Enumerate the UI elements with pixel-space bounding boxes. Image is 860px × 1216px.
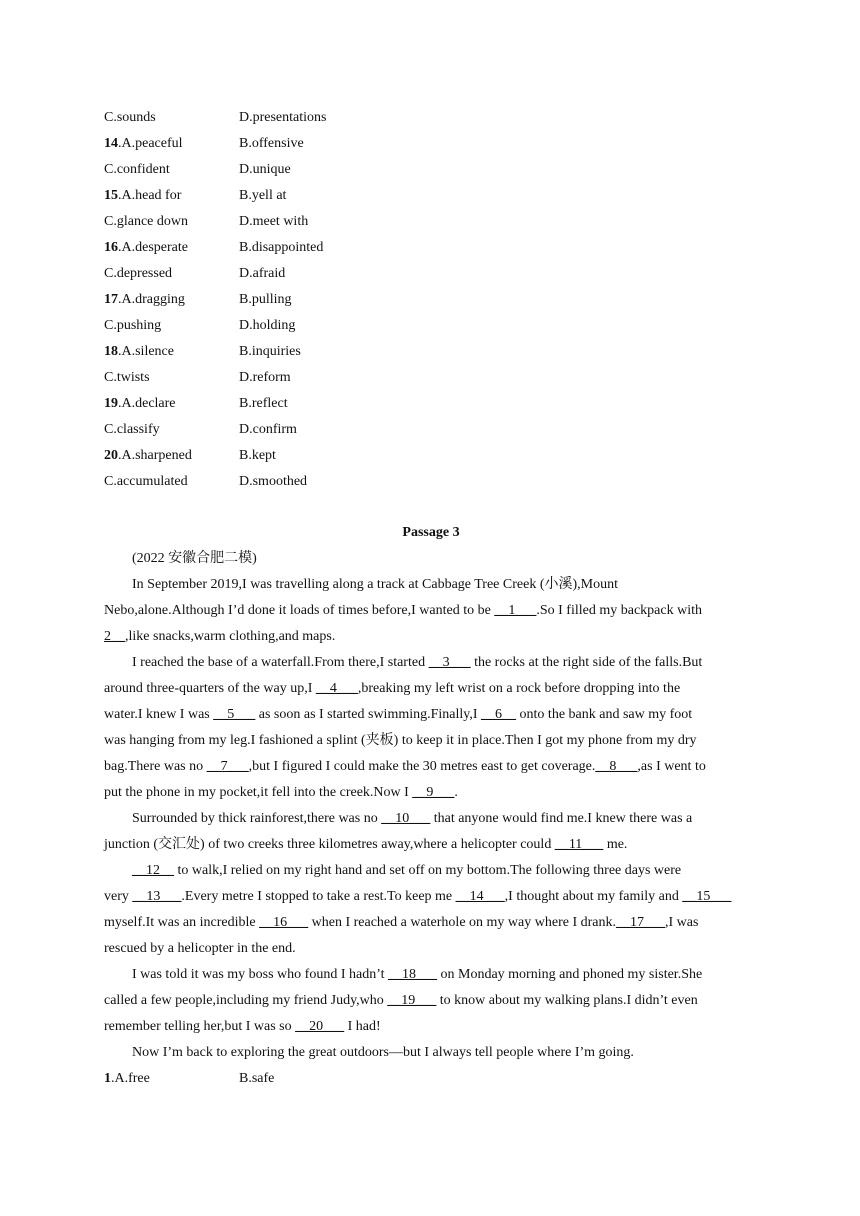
text-segment: the rocks at the right side of the falls.But — [470, 655, 703, 670]
question-number: 1 — [104, 1071, 111, 1086]
blank-6: __6__ — [481, 707, 517, 722]
question-number: 18 — [104, 344, 118, 359]
text-line — [104, 884, 758, 910]
option-a — [104, 391, 176, 417]
text-segment: remember telling her,but I was so — [104, 1019, 296, 1034]
text-line: In September 2019,I was travelling along a track at Cabbage Tree Creek (小溪),Mount — [132, 577, 618, 592]
option-a-text: .A.peaceful — [118, 136, 183, 151]
option-row — [104, 417, 504, 443]
option-a-text: .A.sharpened — [118, 448, 192, 463]
blank-4: __4___ — [315, 681, 358, 696]
option-d: D.afraid — [239, 266, 286, 281]
text-segment: ,breaking my left wrist on a rock before dropping into the — [357, 681, 681, 696]
text-segment: I was told it was my boss who found I hadn’t — [132, 967, 388, 982]
question-number: 19 — [104, 396, 118, 411]
text-line — [104, 598, 758, 624]
text-line — [104, 650, 758, 676]
text-segment: ,as I went to — [637, 759, 706, 774]
option-row — [104, 313, 504, 339]
text-segment: junction (交汇处) of two creeks three kilometres away,where a helicopter could — [104, 837, 555, 852]
option-a — [104, 1066, 150, 1092]
text-segment: on Monday morning and phoned my sister.She — [437, 967, 703, 982]
option-b: B.inquiries — [239, 344, 301, 359]
text-line — [104, 910, 758, 936]
option-c: C.glance down — [104, 214, 188, 229]
blank-3: __3___ — [428, 655, 471, 670]
option-row — [104, 183, 504, 209]
text-segment: as soon as I started swimming.Finally,I — [255, 707, 482, 722]
option-c: C.classify — [104, 422, 160, 437]
text-segment: .Every metre I stopped to take a rest.To keep me — [181, 889, 456, 904]
option-d: D.confirm — [239, 422, 297, 437]
blank-16: __16___ — [259, 915, 309, 930]
text-segment: . — [454, 785, 458, 800]
text-segment: I had! — [344, 1019, 381, 1034]
option-d: D.reform — [239, 370, 291, 385]
blank-13: __13___ — [132, 889, 182, 904]
text-line — [104, 1014, 758, 1040]
option-row — [104, 235, 504, 261]
text-segment: onto the bank and saw my foot — [516, 707, 693, 722]
option-b: B.yell at — [239, 188, 287, 203]
paragraph-6 — [104, 1040, 758, 1066]
option-row — [104, 209, 504, 235]
option-a-text: .A.desperate — [118, 240, 188, 255]
text-line — [104, 988, 758, 1014]
option-row — [104, 339, 504, 365]
option-d: D.holding — [239, 318, 296, 333]
option-row — [104, 443, 504, 469]
blank-9: __9___ — [412, 785, 455, 800]
text-segment: to walk,I relied on my right hand and set off on my bottom.The following three days were — [174, 863, 682, 878]
text-segment: I reached the base of a waterfall.From there,I started — [132, 655, 429, 670]
option-row — [104, 365, 504, 391]
option-a-text: .A.silence — [118, 344, 174, 359]
text-segment: put the phone in my pocket,it fell into the creek.Now I — [104, 785, 413, 800]
option-a-text: .A.free — [111, 1071, 150, 1086]
option-b: B.kept — [239, 448, 276, 463]
option-c: C.confident — [104, 162, 170, 177]
text-segment: ,but I figured I could make the 30 metres east to get coverage. — [248, 759, 596, 774]
option-a — [104, 443, 192, 469]
option-c: C.sounds — [104, 110, 156, 125]
question-number: 17 — [104, 292, 118, 307]
blank-10: __10___ — [381, 811, 431, 826]
option-b: B.reflect — [239, 396, 288, 411]
blank-15: __15___ — [682, 889, 732, 904]
option-d: D.smoothed — [239, 474, 308, 489]
text-segment: ,I was — [665, 915, 699, 930]
text-segment: called a few people,including my friend Judy,who — [104, 993, 388, 1008]
option-a — [104, 339, 174, 365]
blank-8: __8___ — [595, 759, 638, 774]
option-a — [104, 183, 181, 209]
option-row — [104, 157, 504, 183]
text-segment: ,I thought about my family and — [504, 889, 683, 904]
option-a-text: .A.dragging — [118, 292, 185, 307]
text-line: rescued by a helicopter in the end. — [104, 941, 296, 956]
text-segment: .So I filled my backpack with — [536, 603, 702, 618]
blank-1: __1___ — [494, 603, 537, 618]
option-row — [104, 391, 504, 417]
text-line — [104, 962, 758, 988]
option-b: B.safe — [239, 1071, 275, 1086]
passage-3 — [104, 520, 758, 1092]
blank-7: __7___ — [206, 759, 249, 774]
text-line: was hanging from my leg.I fashioned a splint (夹板) to keep it in place.Then I got my phone from my dry — [104, 733, 697, 748]
text-segment: when I reached a waterhole on my way where I drank. — [308, 915, 616, 930]
text-segment: water.I knew I was — [104, 707, 214, 722]
blank-14: __14___ — [455, 889, 505, 904]
option-b: B.disappointed — [239, 240, 324, 255]
text-segment: bag.There was no — [104, 759, 207, 774]
text-segment: that anyone would find me.I knew there was a — [430, 811, 693, 826]
option-b: B.pulling — [239, 292, 292, 307]
option-b: B.offensive — [239, 136, 304, 151]
paragraph-4 — [104, 858, 758, 962]
text-segment: Surrounded by thick rainforest,there was no — [132, 811, 382, 826]
option-d: D.meet with — [239, 214, 309, 229]
option-c: C.depressed — [104, 266, 173, 281]
text-line — [104, 624, 758, 650]
blank-19: __19___ — [387, 993, 437, 1008]
option-a — [104, 235, 188, 261]
question-number: 16 — [104, 240, 118, 255]
option-c: C.pushing — [104, 318, 162, 333]
text-line — [104, 754, 758, 780]
question-number: 20 — [104, 448, 118, 463]
option-c: C.accumulated — [104, 474, 188, 489]
paragraph-1 — [104, 572, 758, 650]
option-row — [104, 131, 504, 157]
question-number: 14 — [104, 136, 118, 151]
blank-20: __20___ — [295, 1019, 345, 1034]
passage-title: Passage 3 — [402, 525, 460, 540]
answer-options-list — [104, 105, 504, 495]
passage-source: (2022 安徽合肥二模) — [132, 551, 257, 566]
option-d: D.presentations — [239, 110, 327, 125]
text-segment: to know about my walking plans.I didn’t even — [436, 993, 698, 1008]
text-segment: around three-quarters of the way up,I — [104, 681, 316, 696]
option-row — [104, 1066, 758, 1092]
text-line — [104, 676, 758, 702]
paragraph-3 — [104, 806, 758, 858]
option-a — [104, 131, 183, 157]
question-number: 15 — [104, 188, 118, 203]
option-row — [104, 287, 504, 313]
text-segment: Nebo,alone.Although I’d done it loads of times before,I wanted to be — [104, 603, 495, 618]
blank-12: __12__ — [132, 863, 174, 878]
option-row — [104, 105, 504, 131]
text-line — [104, 832, 758, 858]
option-c: C.twists — [104, 370, 150, 385]
option-row — [104, 469, 504, 495]
option-d: D.unique — [239, 162, 291, 177]
paragraph-5 — [104, 962, 758, 1040]
paragraph-2 — [104, 650, 758, 806]
text-line: Now I’m back to exploring the great outdoors—but I always tell people where I’m going. — [132, 1045, 634, 1060]
option-row — [104, 261, 504, 287]
option-a — [104, 287, 185, 313]
text-segment: ,like snacks,warm clothing,and maps. — [125, 629, 336, 644]
option-a-text: .A.head for — [118, 188, 182, 203]
text-line — [104, 858, 758, 884]
text-line — [104, 780, 758, 806]
option-a-text: .A.declare — [118, 396, 176, 411]
text-line — [104, 806, 758, 832]
text-segment: very — [104, 889, 133, 904]
blank-2: 2__ — [104, 629, 125, 644]
text-segment: myself.It was an incredible — [104, 915, 260, 930]
blank-5: __5___ — [213, 707, 256, 722]
text-segment: me. — [603, 837, 628, 852]
text-line — [104, 702, 758, 728]
blank-18: __18___ — [388, 967, 437, 982]
blank-17: __17___ — [616, 915, 665, 930]
blank-11: __11___ — [554, 837, 604, 852]
